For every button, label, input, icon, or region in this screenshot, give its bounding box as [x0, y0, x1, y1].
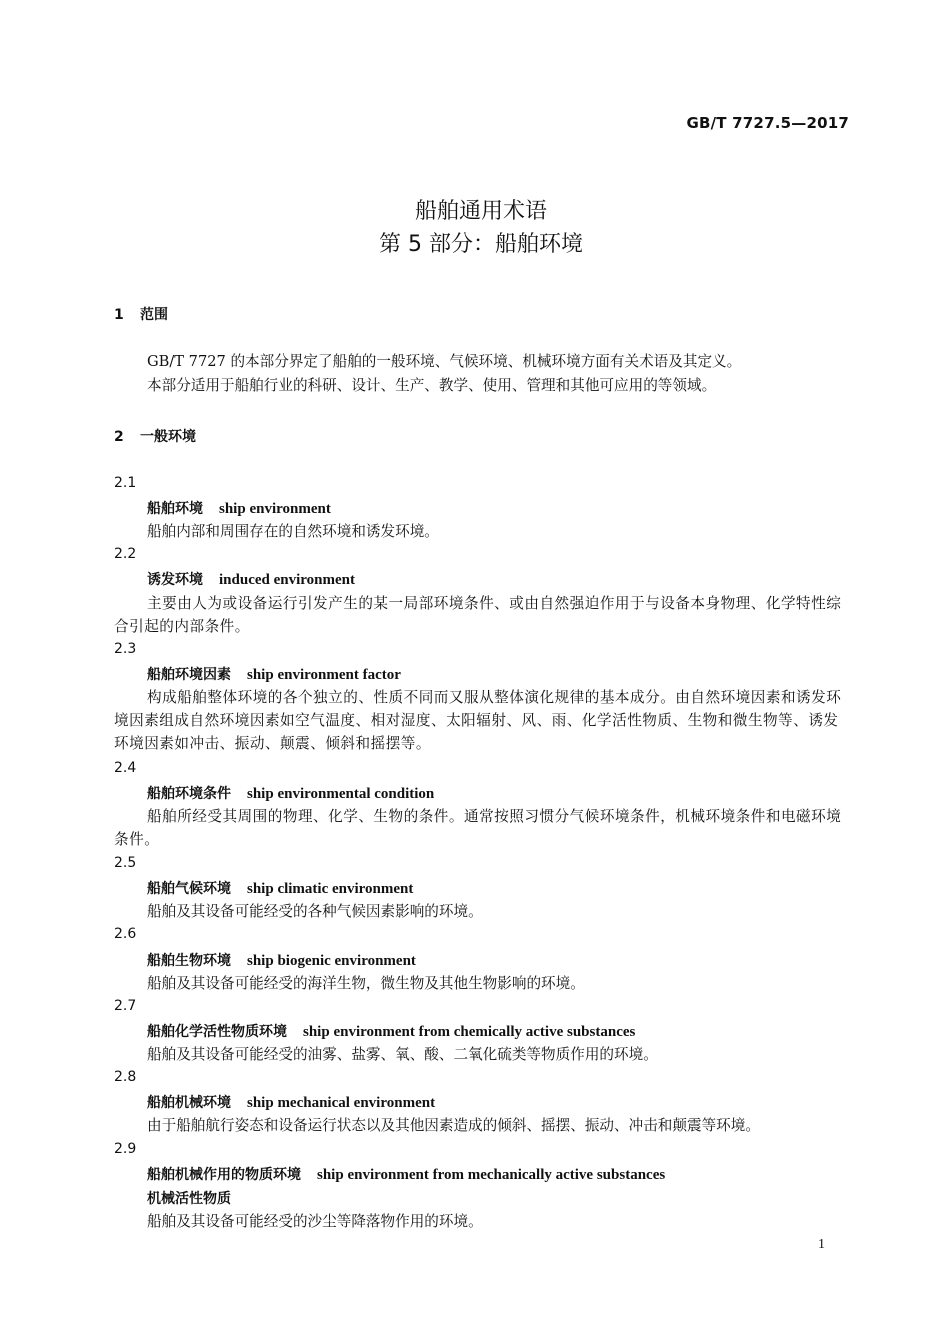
- document-title: 船舶通用术语: [414, 199, 547, 224]
- term-definition: 由于船舶航行姿态和设备运行状态以及其他因素造成的倾斜、摇摆、振动、冲击和颠震等环境。: [147, 1117, 760, 1134]
- clause-number: 2.1: [114, 475, 137, 491]
- section-2-heading: [114, 426, 196, 446]
- term-english: induced environment: [219, 572, 355, 588]
- term-definition: 船舶内部和周围存在的自然环境和诱发环境。: [147, 523, 439, 540]
- clause-number: 2.4: [114, 760, 137, 776]
- clause-number: 2.9: [114, 1141, 137, 1157]
- term-entry: [147, 664, 401, 684]
- term-entry: [147, 1021, 635, 1041]
- clause-number: 2.8: [114, 1069, 137, 1085]
- term-english: ship climatic environment: [247, 881, 414, 897]
- term-synonym: 机械活性物质: [147, 1191, 231, 1207]
- term-english: ship mechanical environment: [247, 1095, 436, 1111]
- term-entry: [147, 950, 416, 970]
- term-english: ship environmental condition: [247, 786, 435, 802]
- clause-number: 2.3: [114, 641, 137, 657]
- term-chinese: 船舶机械环境: [147, 1095, 231, 1111]
- scope-paragraph: 本部分适用于船舶行业的科研、设计、生产、教学、使用、管理和其他可应用的等领域。: [147, 377, 717, 394]
- section-number: 2: [114, 429, 124, 445]
- term-entry: [147, 878, 413, 898]
- clause-number: 2.5: [114, 855, 137, 871]
- term-entry: [147, 783, 434, 803]
- term-definition: 船舶及其设备可能经受的各种气候因素影响的环境。: [147, 903, 483, 920]
- term-english: ship environment from chemically active substances: [303, 1024, 636, 1040]
- term-english: ship environment: [219, 501, 331, 517]
- term-definition: 船舶所经受其周围的物理、化学、生物的条件。通常按照习惯分气候环境条件，机械环境条件和电磁环境条件。: [114, 808, 842, 848]
- term-definition: 船舶及其设备可能经受的油雾、盐雾、氧、酸、二氧化硫类等物质作用的环境。: [147, 1046, 658, 1063]
- term-chinese: 船舶环境: [147, 501, 203, 517]
- term-chinese: 船舶环境因素: [147, 667, 231, 683]
- clause-number: 2.2: [114, 546, 137, 562]
- term-chinese: 船舶机械作用的物质环境: [147, 1167, 301, 1183]
- term-entry: [147, 1092, 435, 1112]
- document-subtitle: 第 5 部分：船舶环境: [379, 232, 583, 257]
- term-definition: 船舶及其设备可能经受的海洋生物，微生物及其他生物影响的环境。: [147, 975, 585, 992]
- section-1-heading: [114, 304, 168, 324]
- term-chinese: 船舶生物环境: [147, 953, 231, 969]
- term-chinese: 船舶气候环境: [147, 881, 231, 897]
- term-english: ship biogenic environment: [247, 953, 416, 969]
- section-number: 1: [114, 307, 124, 323]
- term-definition: 船舶及其设备可能经受的沙尘等降落物作用的环境。: [147, 1213, 483, 1230]
- section-title: 一般环境: [140, 429, 196, 445]
- term-definition: 主要由人为或设备运行引发产生的某一局部环境条件、或由自然强迫作用于与设备本身物理、化学特性综合引起的内部条件。: [114, 595, 842, 635]
- term-entry: [147, 569, 355, 589]
- term-chinese: 船舶化学活性物质环境: [147, 1024, 287, 1040]
- clause-number: 2.6: [114, 926, 137, 942]
- term-chinese: 诱发环境: [147, 572, 203, 588]
- term-entry: [147, 498, 331, 518]
- term-english: ship environment from mechanically active substances: [317, 1167, 666, 1183]
- term-chinese: 船舶环境条件: [147, 786, 231, 802]
- standard-code: GB/T 7727.5—2017: [686, 114, 849, 132]
- scope-paragraph: GB/T 7727 的本部分界定了船舶的一般环境、气候环境、机械环境方面有关术语及其定义。: [147, 353, 742, 370]
- page-number: 1: [818, 1237, 825, 1252]
- term-definition: 构成船舶整体环境的各个独立的、性质不同而又服从整体演化规律的基本成分。由自然环境因素和诱发环境因素组成自然环境因素如空气温度、相对湿度、太阳辐射、风、雨、化学活性物质、生物和微生物等、诱发环境因素如冲击、振动、颠震、倾斜和摇摆等。: [114, 689, 842, 752]
- term-english: ship environment factor: [247, 667, 401, 683]
- section-title: 范围: [140, 307, 168, 323]
- term-entry: [147, 1164, 665, 1184]
- clause-number: 2.7: [114, 998, 137, 1014]
